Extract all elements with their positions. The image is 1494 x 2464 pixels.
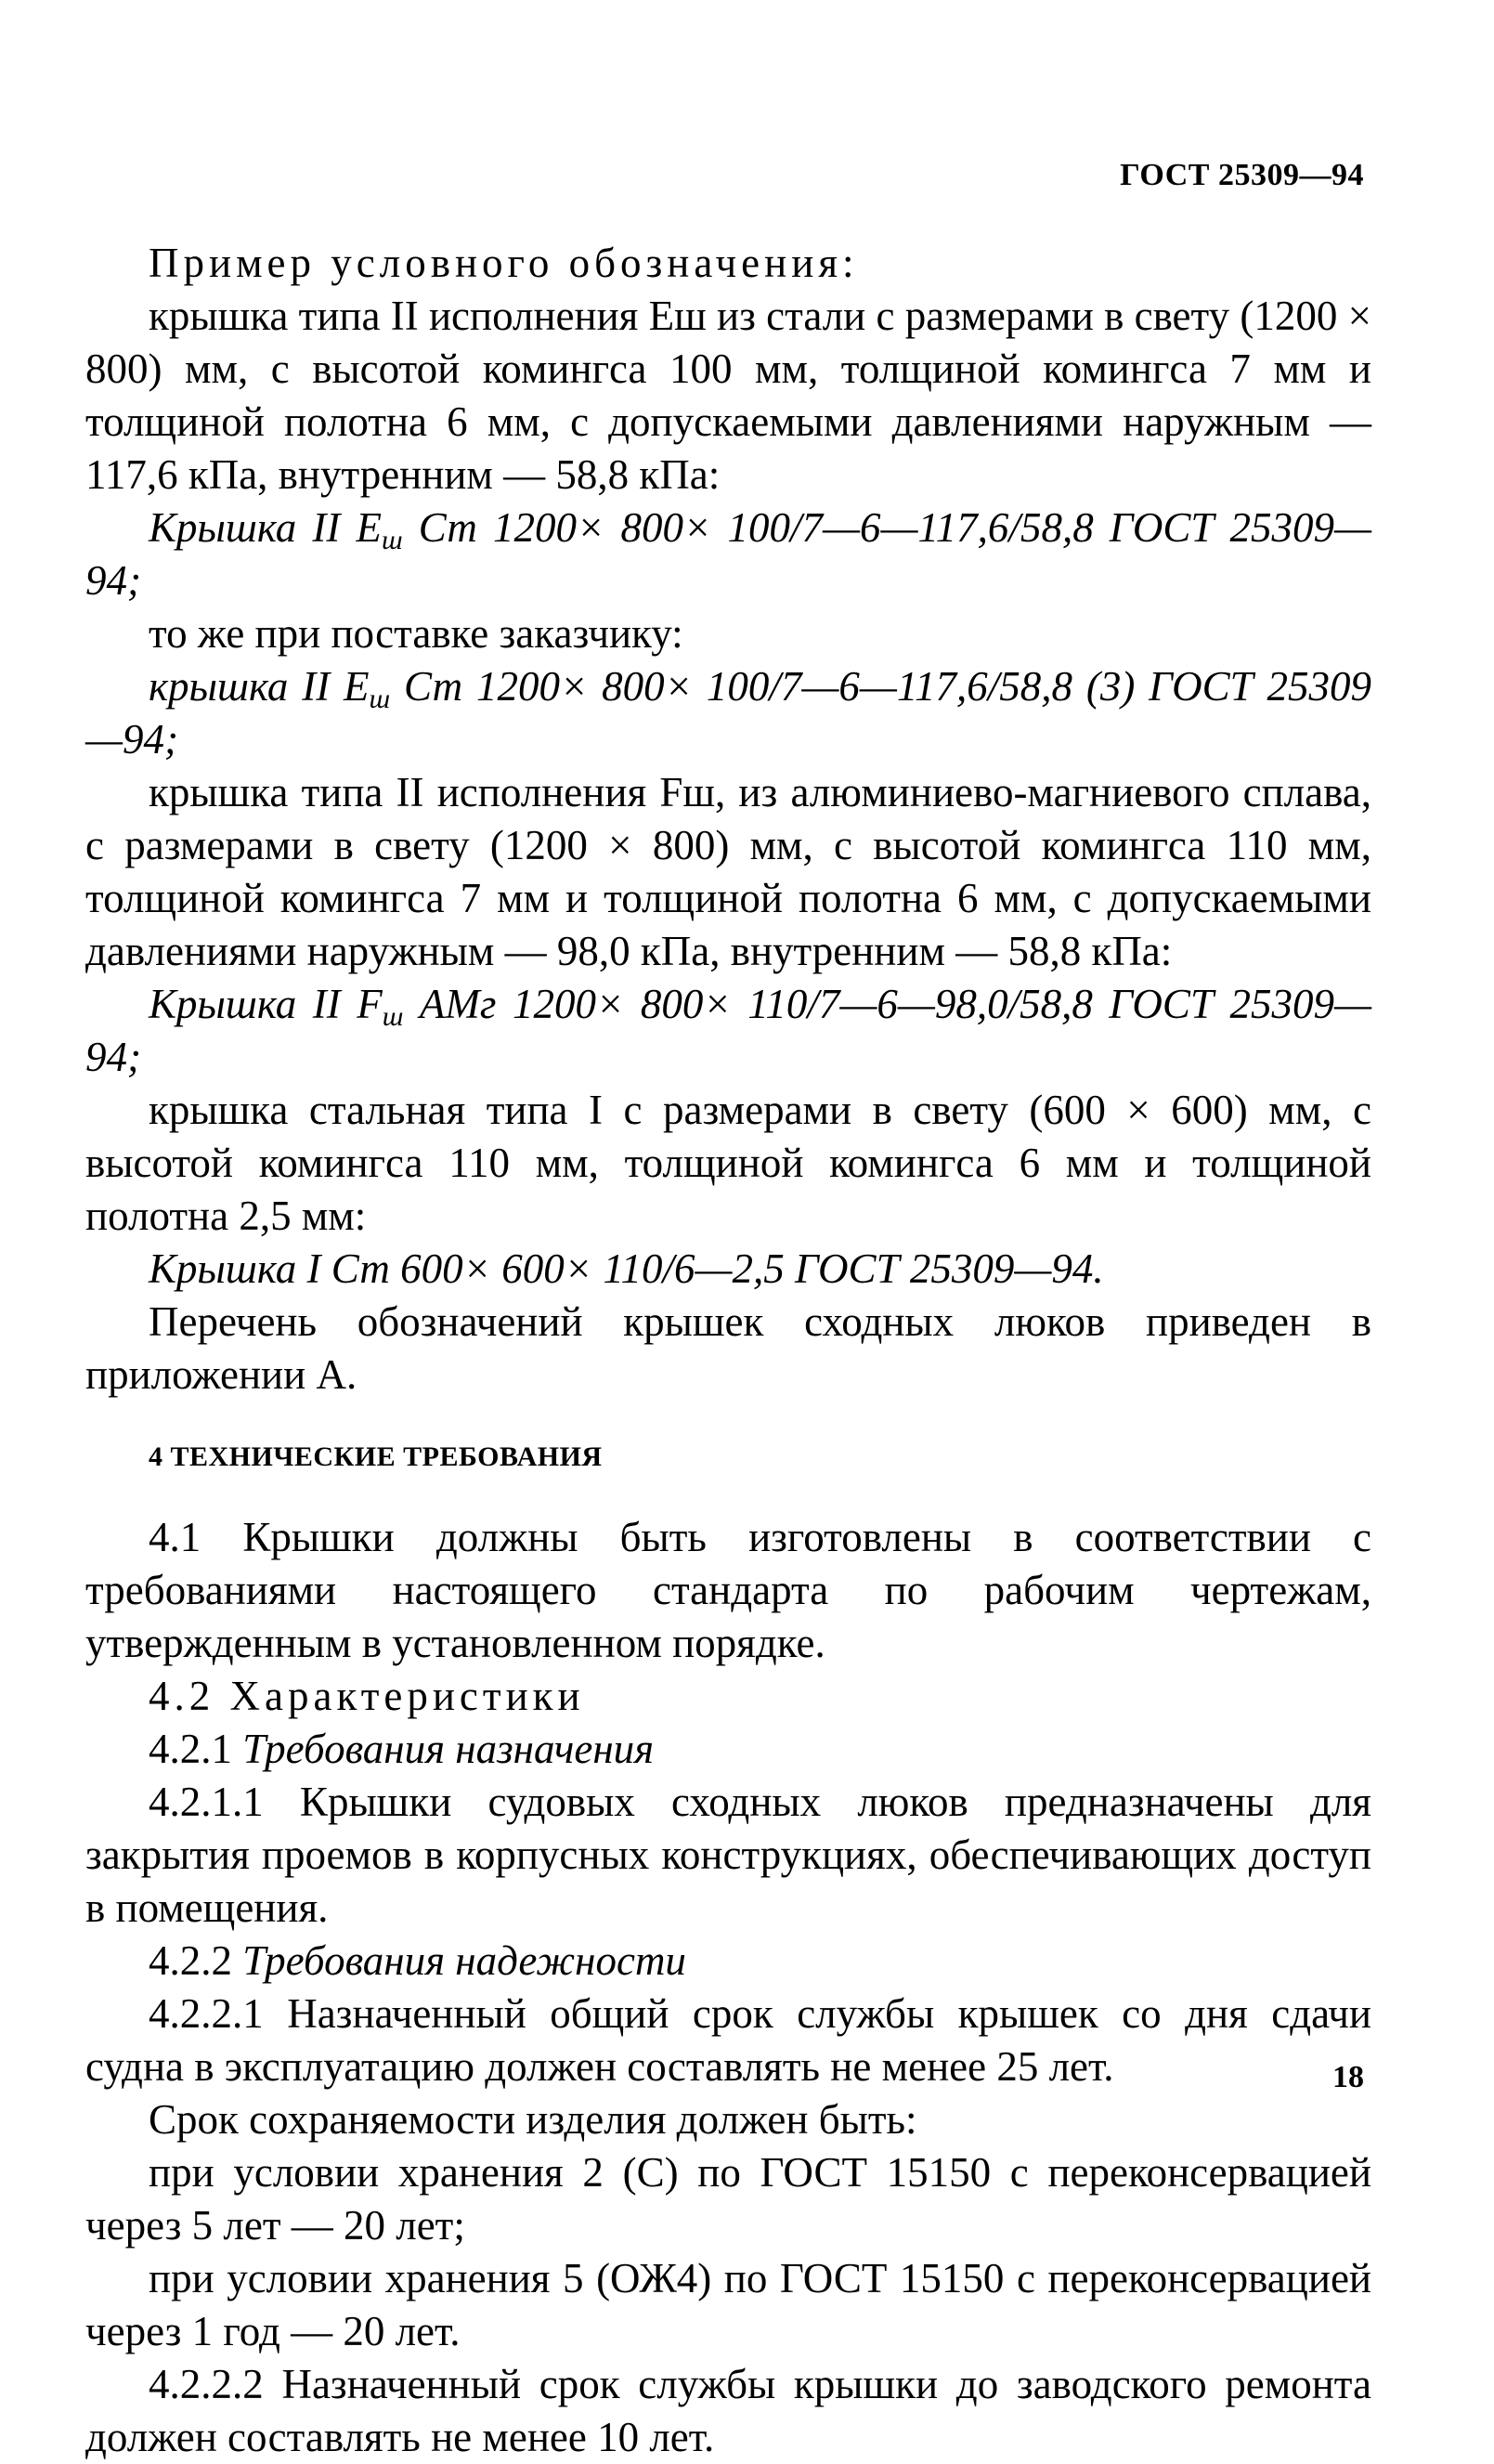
- storage-condition-1: при условии хранения 2 (С) по ГОСТ 15150 с переконсервацией через 5 лет — 20 лет;: [85, 2149, 1371, 2249]
- designation-2-subscript: ш: [369, 684, 391, 714]
- page-number: 18: [1332, 2060, 1364, 2094]
- page-content: [85, 237, 1371, 2464]
- example-paragraph-1: крышка типа II исполнения Еш из стали с размерами в свету (1200 × 800) мм, с высотой комингса 100 мм, толщиной комингса 7 мм и толщиной полотна 6 мм, с допускаемыми давлениями наружным — 117,6 кПа, внутренним — 58,8 кПа:: [85, 293, 1371, 498]
- storage-condition-2: при условии хранения 5 (ОЖ4) по ГОСТ 15150 с переконсервацией через 1 год — 20 лет.: [85, 2255, 1371, 2354]
- storage-intro: Срок сохраняемости изделия должен быть:: [149, 2096, 917, 2143]
- clause-4-2-2-2: 4.2.2.2 Назначенный срок службы крышки до заводского ремонта должен составлять не менее 10 лет.: [85, 2361, 1371, 2460]
- example-paragraph-3: крышка типа II исполнения Fш, из алюминиево-магниевого сплава, с размерами в свету (1200 × 800) мм, с высотой комингса 110 мм, толщиной комингса 7 мм и толщиной полотна 6 мм, с допускаемыми давлениями наружным — 98,0 кПа, внутренним — 58,8 кПа:: [85, 769, 1371, 974]
- clause-4-2-2-title: Требования надежности: [242, 1937, 686, 1984]
- clause-4-2-1-number: 4.2.1: [149, 1726, 243, 1772]
- designation-2: [85, 660, 1371, 766]
- example-title: Пример условного обозначения:: [149, 240, 859, 286]
- designation-1-subscript: ш: [381, 525, 403, 555]
- designation-1: [85, 502, 1371, 607]
- designation-2-part-a: крышка II E: [149, 663, 370, 710]
- designation-3-subscript: ш: [382, 1001, 404, 1032]
- designation-3-part-b: АМг 1200× 800× 110/7—6—98,0/58,8 ГОСТ 25309—94;: [85, 981, 1371, 1080]
- clause-4-2-1-title: Требования назначения: [242, 1726, 655, 1772]
- clause-4-2-1-1: 4.2.1.1 Крышки судовых сходных люков предназначены для закрытия проемов в корпусных конструкциях, обеспечивающих доступ в помещения.: [85, 1779, 1371, 1931]
- section-4-heading: 4 ТЕХНИЧЕСКИЕ ТРЕБОВАНИЯ: [149, 1441, 603, 1472]
- clause-4-1: 4.1 Крышки должны быть изготовлены в соответствии с требованиями настоящего стандарта по рабочим чертежам, утвержденным в установленном порядке.: [85, 1514, 1371, 1666]
- designation-1-part-a: Крышка II E: [149, 504, 382, 551]
- example-paragraph-5: Перечень обозначений крышек сходных люков приведен в приложении А.: [85, 1298, 1371, 1398]
- designation-3-part-a: Крышка II F: [149, 981, 383, 1027]
- clause-4-2-2-number: 4.2.2: [149, 1937, 243, 1984]
- designation-3: [85, 978, 1371, 1084]
- designation-4: Крышка I Ст 600× 600× 110/6—2,5 ГОСТ 25309—94.: [149, 1245, 1104, 1292]
- designation-1-part-b: Ст 1200× 800× 100/7—6—117,6/58,8 ГОСТ 25309—94;: [85, 504, 1371, 604]
- clause-4-2: 4.2 Характеристики: [149, 1673, 585, 1719]
- example-paragraph-2: то же при поставке заказчику:: [149, 610, 683, 657]
- designation-2-part-b: Ст 1200× 800× 100/7—6—117,6/58,8 (3) ГОСТ 25309—94;: [85, 663, 1371, 763]
- example-paragraph-4: крышка стальная типа I с размерами в свету (600 × 600) мм, с высотой комингса 110 мм, толщиной комингса 6 мм и толщиной полотна 2,5 мм:: [85, 1087, 1371, 1239]
- clause-4-2-1: [85, 1723, 1371, 1776]
- clause-4-2-2: [85, 1935, 1371, 1988]
- document-code: ГОСТ 25309—94: [1120, 158, 1364, 192]
- clause-4-2-2-1: 4.2.2.1 Назначенный общий срок службы крышек со дня сдачи судна в эксплуатацию должен составлять не менее 25 лет.: [85, 1990, 1371, 2090]
